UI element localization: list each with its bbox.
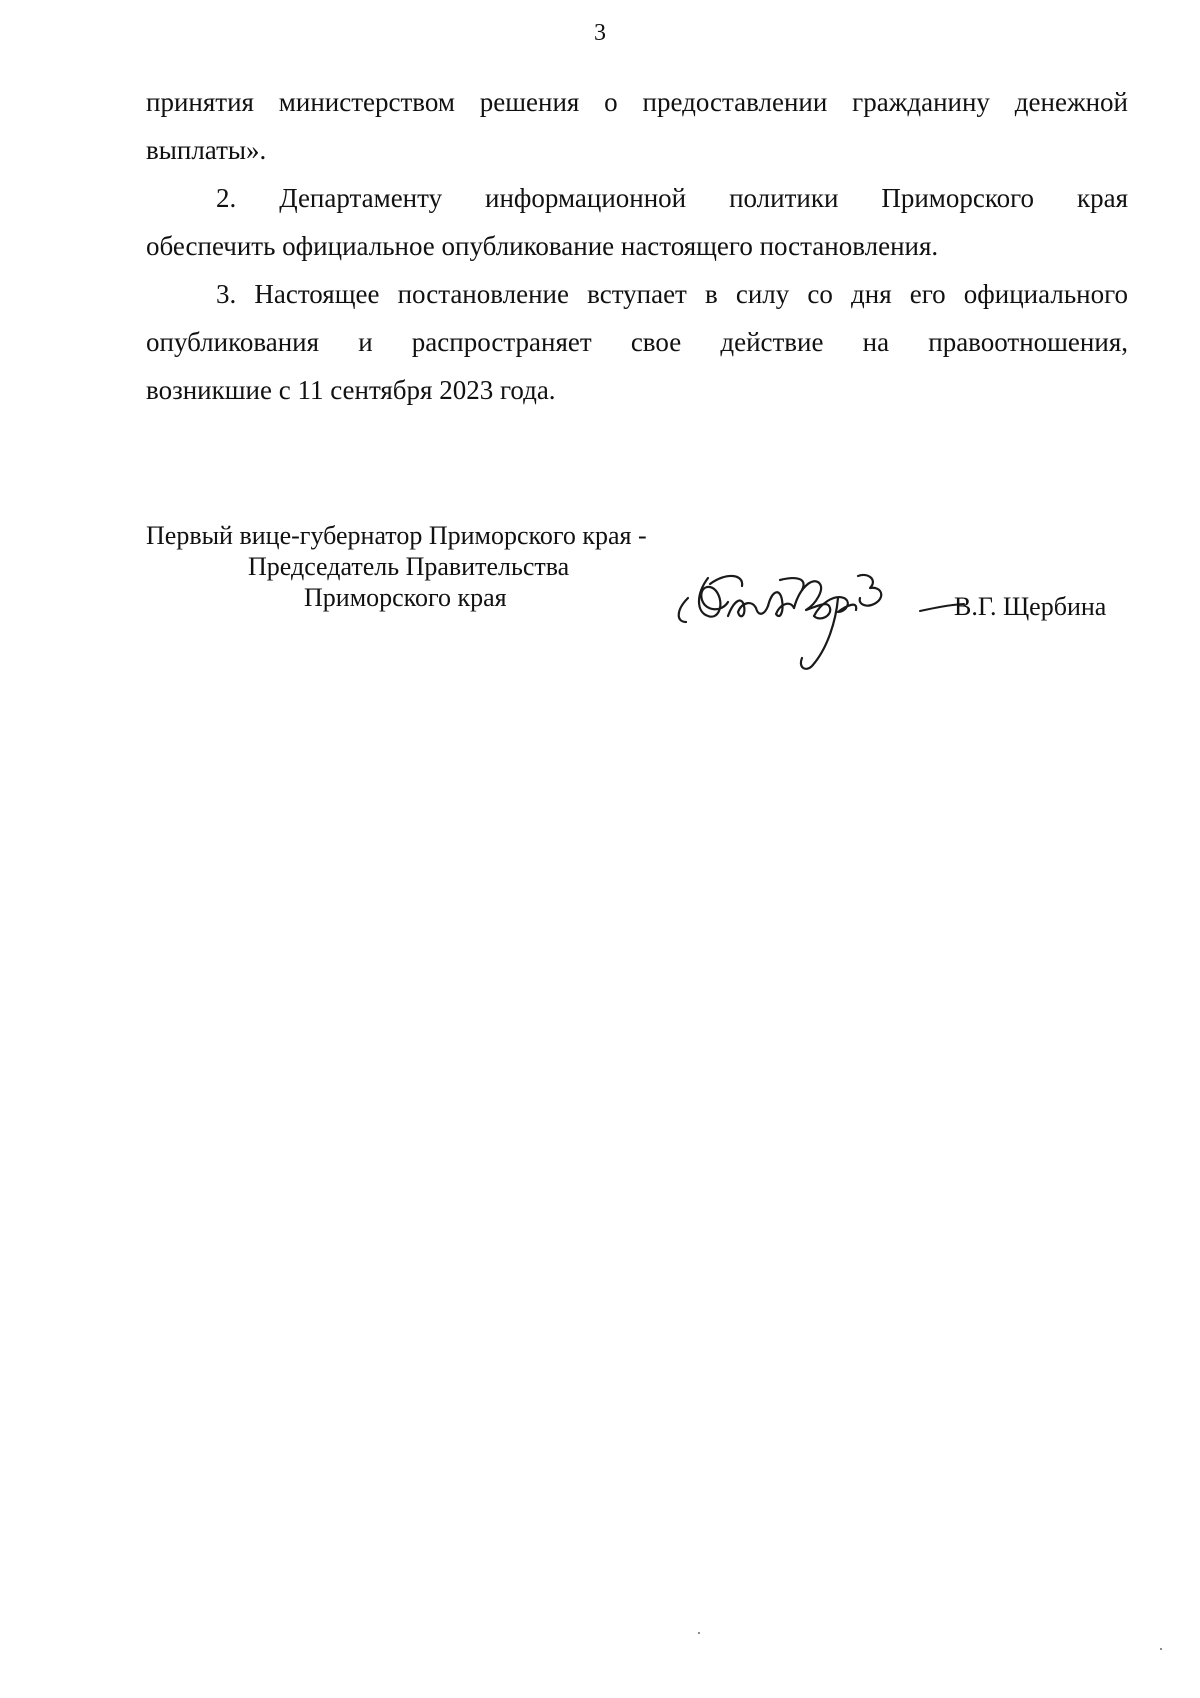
paragraph-1-tail bbox=[146, 78, 1128, 174]
signatory-title-line: Первый вице-губернатор Приморского края - bbox=[146, 521, 647, 550]
page-number: 3 bbox=[594, 20, 606, 46]
scan-speck bbox=[1160, 1648, 1162, 1650]
text-line: 2. Департаменту информационной политики Приморского края bbox=[216, 183, 1128, 213]
handwritten-signature bbox=[668, 550, 918, 680]
text-line: опубликования и распространяет свое действие на правоотношения, bbox=[146, 327, 1128, 357]
text-line: обеспечить официальное опубликование настоящего постановления. bbox=[146, 231, 939, 261]
text-line: выплаты». bbox=[146, 135, 267, 165]
signatory-title bbox=[146, 520, 647, 613]
scan-speck bbox=[698, 1632, 700, 1634]
signatory-title-line: Председатель Правительства bbox=[248, 552, 570, 581]
signatory-title-line: Приморского края bbox=[304, 583, 507, 612]
text-line: принятия министерством решения о предоставлении гражданину денежной bbox=[146, 87, 1128, 117]
paragraph-2 bbox=[146, 174, 1128, 270]
paragraph-3 bbox=[146, 270, 1128, 414]
text-line: возникшие с 11 сентября 2023 года. bbox=[146, 375, 556, 405]
document-body bbox=[146, 78, 1128, 414]
signatory-name: В.Г. Щербина bbox=[954, 592, 1107, 621]
text-line: 3. Настоящее постановление вступает в силу со дня его официального bbox=[216, 279, 1128, 309]
